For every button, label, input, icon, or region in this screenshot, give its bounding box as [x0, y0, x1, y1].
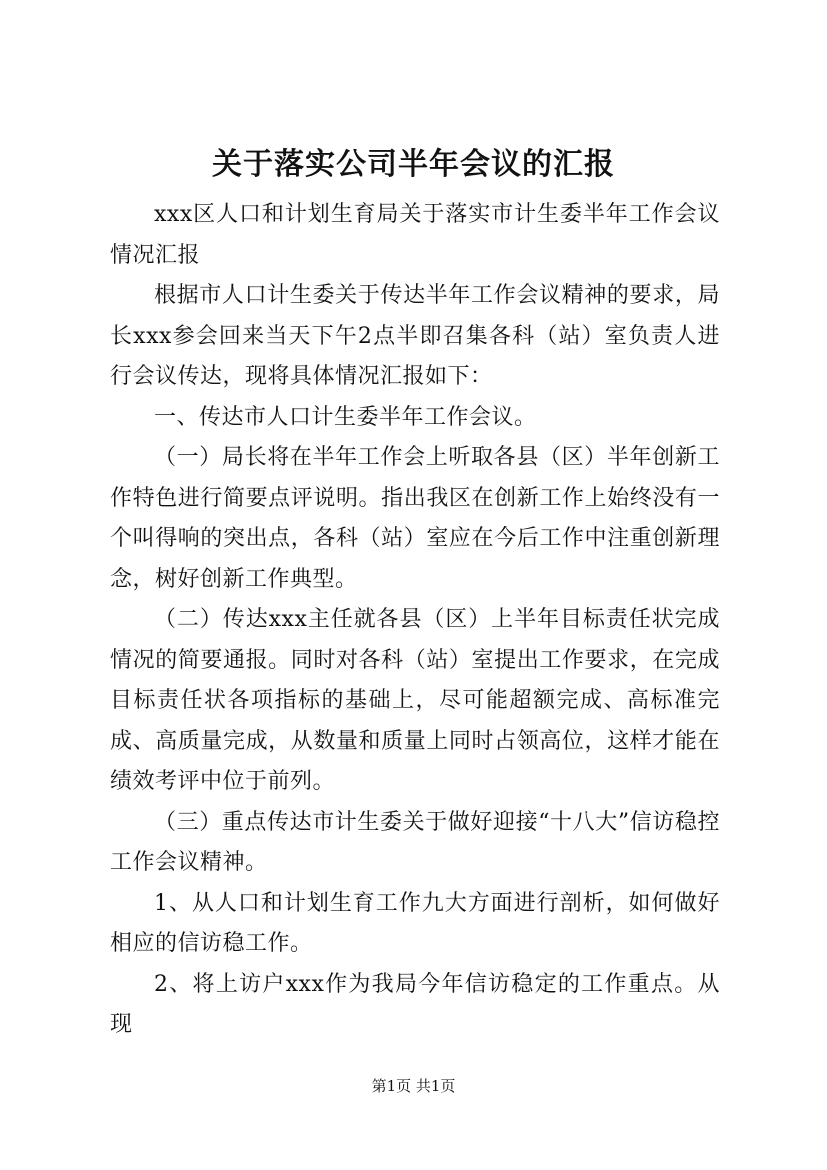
paragraph-intro: 根据市人口计生委关于传达半年工作会议精神的要求，局长xxx参会回来当天下午2点半即召集各科（站）室负责人进行会议传达，现将具体情况汇报如下：	[110, 283, 720, 389]
paragraph-item-1: （一）局长将在半年工作会上听取各县（区）半年创新工作特色进行简要点评说明。指出我区在创新工作上始终没有一个叫得响的突出点，各科（站）室应在今后工作中注重创新理念，树好创新工作典型。	[110, 445, 720, 592]
paragraph-point-2: 2、将上访户xxx作为我局今年信访稳定的工作重点。从现	[110, 971, 720, 1037]
document-title: 关于落实公司半年会议的汇报	[212, 147, 615, 182]
paragraph-item-3: （三）重点传达市计生委关于做好迎接“十八大”信访稳控工作会议精神。	[110, 809, 720, 875]
page-number-footer: 第1页 共1页	[371, 1077, 456, 1095]
paragraph-item-2: （二）传达xxx主任就各县（区）上半年目标责任状完成情况的简要通报。同时对各科（站）室提出工作要求，在完成目标责任状各项指标的基础上，尽可能超额完成、高标准完成、高质量完成，从数量和质量上同时占领高位，这样才能在绩效考评中位于前列。	[110, 607, 720, 794]
paragraph-section-1: 一、传达市人口计生委半年工作会议。	[154, 404, 537, 430]
paragraph-subtitle: xxx区人口和计划生育局关于落实市计生委半年工作会议情况汇报	[110, 202, 720, 268]
paragraph-point-1: 1、从人口和计划生育工作九大方面进行剖析，如何做好相应的信访稳工作。	[110, 890, 720, 956]
document-body	[110, 195, 720, 1046]
